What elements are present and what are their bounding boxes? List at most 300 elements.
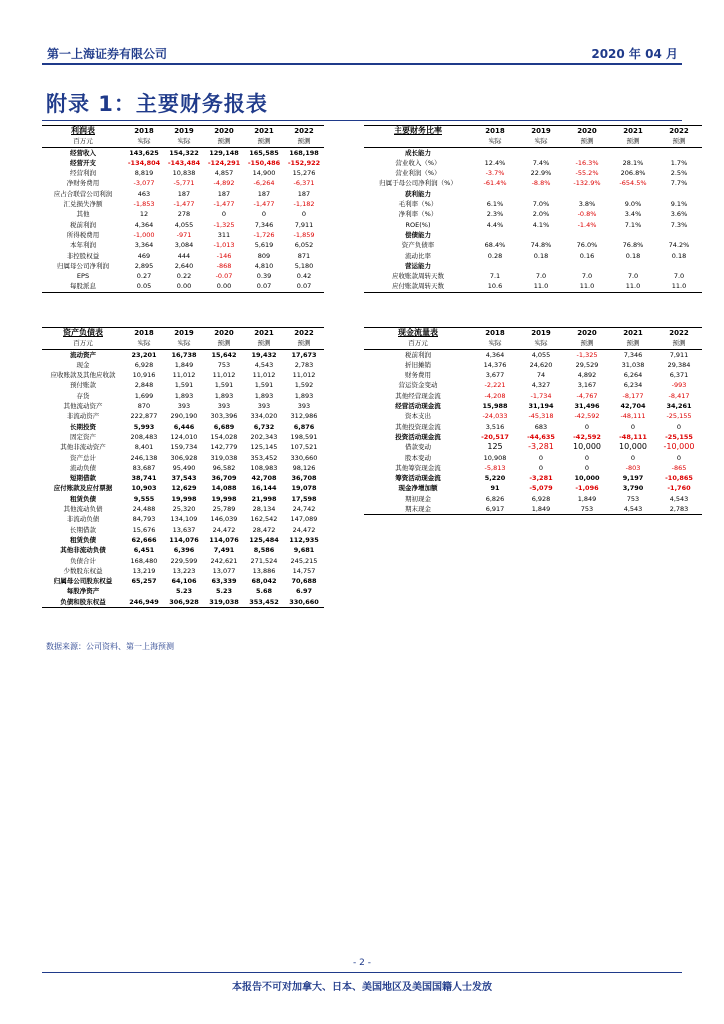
balance-cell: 28,472 [252, 525, 276, 534]
balance-row-label: 存货 [76, 391, 90, 400]
income-cell: -868 [216, 261, 232, 270]
balance-cell: 393 [297, 402, 311, 411]
distribution-disclaimer: 本报告不可对加拿大、日本、美国地区及美国国籍人士发放 [232, 982, 492, 993]
balance-cell: 142,779 [210, 443, 238, 452]
balance-cell: 319,038 [210, 453, 238, 462]
income-row [42, 251, 324, 261]
balance-cell: 95,490 [172, 463, 196, 472]
ratios-cell: 3.6% [670, 210, 688, 219]
balance-cell: 1,893 [254, 391, 274, 400]
cashflow-row-label: 其他筹资现金流 [395, 463, 441, 472]
cashflow-cell: -4,208 [484, 391, 506, 400]
ratios-year-2022: 2022 [656, 126, 702, 137]
ratios-header-row [364, 126, 702, 137]
page-number: - 2 - [353, 958, 371, 968]
balance-cell: 393 [257, 402, 271, 411]
cashflow-row-label: 现金净增加额 [398, 484, 438, 493]
cashflow-cell: 0 [630, 422, 636, 431]
cashflow-cell: -803 [625, 463, 641, 472]
income-unit: 百万元 [42, 136, 124, 147]
ratios-row-label: 净利率（%） [398, 210, 438, 219]
cashflow-cell: -42,592 [574, 412, 600, 421]
cashflow-row [364, 463, 702, 473]
balance-cell: 14,757 [292, 566, 316, 575]
ratios-row [364, 261, 702, 271]
cashflow-row-label: 筹资活动现金流 [395, 474, 441, 483]
balance-cell: 24,742 [292, 505, 316, 514]
ratios-cell: 74.8% [530, 241, 552, 250]
ratios-cell: 2.5% [670, 169, 688, 178]
balance-cell: 1,591 [174, 381, 194, 390]
income-unit-row [42, 136, 324, 147]
income-basis-2022: 预测 [284, 136, 324, 147]
income-year-2019: 2019 [164, 126, 204, 137]
cashflow-cell: -8,417 [668, 391, 690, 400]
balance-cell: 11,012 [172, 371, 196, 380]
ratios-cell [518, 261, 564, 271]
ratios-row [364, 199, 702, 209]
footer-divider [42, 972, 682, 973]
balance-cell: 303,396 [210, 412, 238, 421]
balance-year-2018: 2018 [124, 328, 164, 339]
cashflow-row-label: 投资活动现金流 [395, 432, 441, 441]
balance-cell: 5.23 [175, 587, 193, 596]
ratios-cell: 206.8% [620, 169, 646, 178]
balance-basis-2022: 预测 [284, 338, 324, 349]
balance-row [42, 360, 324, 370]
ratios-cell: 7.3% [670, 220, 688, 229]
cashflow-cell: 9,197 [622, 474, 644, 483]
income-cell: 0.05 [124, 281, 164, 292]
ratios-cell: -1.4% [577, 220, 597, 229]
income-cell: -6,371 [293, 179, 315, 188]
cashflow-basis-2021: 预测 [610, 338, 656, 349]
balance-cell: 62,666 [131, 535, 157, 544]
income-row-label: 税前利润 [70, 220, 96, 229]
income-cell: -124,291 [207, 158, 241, 167]
income-cell: 4,055 [174, 220, 194, 229]
cashflow-row-label: 其他经营现金流 [395, 391, 441, 400]
cashflow-cell: -993 [671, 381, 687, 390]
cashflow-cell: -5,813 [484, 463, 506, 472]
income-row [42, 220, 324, 230]
ratios-cell: -55.2% [575, 169, 599, 178]
income-row-label: 其他 [76, 210, 90, 219]
income-cell: 0.22 [176, 272, 192, 281]
income-cell: 7,346 [254, 220, 274, 229]
company-name: 第一上海证券有限公司 [47, 47, 168, 61]
income-cell: 3,084 [174, 241, 194, 250]
ratios-cell [656, 147, 702, 158]
ratios-cell: 74.2% [668, 241, 690, 250]
balance-cell: 198,591 [290, 432, 318, 441]
income-row [42, 271, 324, 281]
balance-cell: 9,555 [133, 494, 155, 503]
balance-cell: 68,042 [251, 577, 277, 586]
ratios-cell: 4.4% [486, 220, 504, 229]
income-cell: -5,771 [173, 179, 195, 188]
cashflow-cell: 6,264 [623, 371, 643, 380]
income-row [42, 147, 324, 158]
income-row [42, 178, 324, 188]
ratios-row-label: 营业收入（%） [395, 158, 441, 167]
cashflow-year-2018: 2018 [472, 328, 518, 339]
balance-cell: 114,076 [209, 535, 239, 544]
balance-cell: 10,916 [132, 371, 156, 380]
cashflow-year-2020: 2020 [564, 328, 610, 339]
income-cell: 0.07 [284, 281, 324, 292]
cashflow-cell: 7,911 [669, 350, 689, 359]
balance-row-label: 其他非流动资产 [60, 443, 106, 452]
cashflow-cell: 4,543 [610, 504, 656, 515]
balance-basis-2018: 实际 [124, 338, 164, 349]
balance-cell: 319,038 [204, 597, 244, 608]
balance-cell: 9,681 [293, 546, 315, 555]
balance-cell: 65,257 [131, 577, 157, 586]
income-cell: 6,052 [294, 241, 314, 250]
cashflow-cell: 3,167 [577, 381, 597, 390]
balance-cell: 1,591 [214, 381, 234, 390]
ratios-cell: -132.9% [573, 179, 601, 188]
cashflow-cell: 10,000 [574, 474, 600, 483]
balance-row [42, 453, 324, 463]
ratios-cell: 12.4% [484, 158, 506, 167]
balance-cell: 1,893 [174, 391, 194, 400]
balance-cell: 162,542 [250, 515, 278, 524]
income-row-label: 汇兑损失净额 [63, 200, 103, 209]
cashflow-cell: 125 [487, 442, 503, 452]
income-cell: 809 [257, 251, 271, 260]
cashflow-block [364, 327, 702, 515]
cashflow-basis-2020: 预测 [564, 338, 610, 349]
income-row-label: 经营利润 [70, 169, 96, 178]
cashflow-cell: 6,826 [485, 494, 505, 503]
balance-cell: 6,689 [213, 422, 235, 431]
ratios-row [364, 251, 702, 261]
balance-row-label: 少数股东权益 [63, 566, 103, 575]
cashflow-row-label: 期末现金 [364, 504, 472, 515]
balance-cell: 1,591 [254, 381, 274, 390]
balance-cell: 353,452 [250, 453, 278, 462]
income-cell: 0.27 [136, 272, 152, 281]
balance-cell: 6,446 [173, 422, 195, 431]
income-row [42, 189, 324, 199]
ratios-cell [564, 230, 610, 240]
ratios-cell: 3.4% [624, 210, 642, 219]
cashflow-header-row [364, 328, 702, 339]
ratios-cell: 0.18 [533, 251, 549, 260]
balance-cell: 330,660 [290, 453, 318, 462]
cashflow-cell: -3,281 [528, 442, 554, 452]
cashflow-cell: 0 [584, 422, 590, 431]
ratios-basis-2018: 实际 [472, 136, 518, 147]
income-cell: -1,853 [133, 200, 155, 209]
balance-cell: 6.97 [295, 587, 313, 596]
cashflow-cell: 4,543 [669, 494, 689, 503]
income-cell: 14,900 [252, 169, 276, 178]
ratios-row-label: 应收账款周转天数 [392, 272, 444, 281]
balance-cell: 6,732 [253, 422, 275, 431]
ratios-cell: 1.7% [670, 158, 688, 167]
balance-cell: 1,592 [294, 381, 314, 390]
ratios-cell: 11.0 [656, 281, 702, 292]
income-cell: 187 [217, 189, 231, 198]
balance-cell: 19,998 [211, 494, 237, 503]
income-cell: 4,810 [254, 261, 274, 270]
cashflow-cell: 42,704 [620, 402, 646, 411]
cashflow-cell: -45,318 [528, 412, 554, 421]
income-row [42, 281, 324, 292]
ratios-cell: 7.0 [581, 272, 593, 281]
income-year-2022: 2022 [284, 126, 324, 137]
income-cell: -146 [216, 251, 232, 260]
balance-cell: 306,928 [170, 453, 198, 462]
ratios-row [364, 220, 702, 230]
balance-cell: 202,343 [250, 432, 278, 441]
balance-cell: 312,986 [290, 412, 318, 421]
balance-row-label: 短期借款 [70, 474, 96, 483]
balance-cell: 5.23 [215, 587, 233, 596]
cashflow-cell: -1,325 [576, 350, 598, 359]
income-basis-2019: 实际 [164, 136, 204, 147]
balance-cell: 1,893 [294, 391, 314, 400]
balance-cell: 6,928 [134, 360, 154, 369]
cashflow-cell: 10,000 [619, 442, 647, 452]
cashflow-cell: 34,261 [666, 402, 692, 411]
balance-row [42, 391, 324, 401]
balance-basis-2020: 预测 [204, 338, 244, 349]
income-cell: 187 [177, 189, 191, 198]
ratios-year-2020: 2020 [564, 126, 610, 137]
ratios-row [364, 189, 702, 199]
ratios-basis-2022: 预测 [656, 136, 702, 147]
cashflow-cell: 74 [536, 371, 546, 380]
balance-cell: 70,688 [291, 577, 317, 586]
income-statement-table [42, 125, 324, 293]
ratios-row-label: 流动比率 [405, 251, 431, 260]
balance-cell: 242,621 [210, 556, 238, 565]
balance-cell: 271,524 [250, 556, 278, 565]
cashflow-cell: -20,517 [481, 432, 509, 441]
ratios-cell: 76.8% [622, 241, 644, 250]
balance-cell: 306,928 [164, 597, 204, 608]
ratios-row-label: 成长能力 [405, 148, 431, 157]
cashflow-cell: 31,496 [574, 402, 600, 411]
cashflow-row [364, 411, 702, 421]
cashflow-row-label: 折旧摊销 [405, 360, 431, 369]
balance-row [42, 411, 324, 421]
ratios-year-2019: 2019 [518, 126, 564, 137]
balance-row [42, 432, 324, 442]
income-cell: 0.42 [296, 272, 312, 281]
balance-cell [124, 586, 164, 596]
cashflow-cell: -1,734 [530, 391, 552, 400]
cashflow-cell: 31,038 [621, 360, 645, 369]
income-cell: 3,364 [134, 241, 154, 250]
cashflow-cell: 24,620 [529, 360, 553, 369]
cashflow-cell: 1,849 [577, 494, 597, 503]
income-year-2021: 2021 [244, 126, 284, 137]
balance-title: 资产负债表 [42, 328, 124, 339]
cashflow-unit-row [364, 338, 702, 349]
balance-cell: 229,599 [170, 556, 198, 565]
ratios-cell: 28.1% [622, 158, 644, 167]
cashflow-cell: -3,281 [529, 474, 553, 483]
cashflow-cell: 0 [538, 463, 544, 472]
balance-cell: 168,480 [130, 556, 158, 565]
ratios-cell [656, 189, 702, 199]
balance-cell: 24,488 [132, 505, 156, 514]
balance-cell: 98,126 [292, 463, 316, 472]
balance-cell: 10,903 [131, 484, 157, 493]
ratios-cell: 7.0 [673, 272, 685, 281]
income-cell: -143,484 [167, 158, 201, 167]
balance-cell: 16,144 [251, 484, 277, 493]
balance-cell: 15,642 [211, 350, 237, 359]
income-row [42, 199, 324, 209]
balance-cell: 6,451 [133, 546, 155, 555]
balance-row [42, 401, 324, 411]
income-cell: -1,859 [293, 230, 315, 239]
balance-cell: 134,109 [170, 515, 198, 524]
balance-cell: 5,993 [133, 422, 155, 431]
cashflow-cell: 3,677 [485, 371, 505, 380]
cashflow-cell: -10,000 [663, 442, 695, 452]
page-title: 附录 1：主要财务报表 [46, 92, 268, 116]
cashflow-cell: 6,917 [472, 504, 518, 515]
income-cell: 12 [139, 210, 149, 219]
ratios-cell: -0.8% [577, 210, 597, 219]
title-divider [42, 120, 682, 121]
income-year-2020: 2020 [204, 126, 244, 137]
balance-cell: 37,543 [171, 474, 197, 483]
balance-cell: 245,215 [290, 556, 318, 565]
ratios-cell: 22.9% [530, 169, 552, 178]
income-row [42, 261, 324, 271]
balance-cell: 208,483 [130, 432, 158, 441]
balance-cell: 147,089 [290, 515, 318, 524]
balance-row-label: 资产总计 [70, 453, 96, 462]
income-cell: 0 [301, 210, 307, 219]
ratios-row [364, 240, 702, 250]
cashflow-cell: 14,376 [483, 360, 507, 369]
balance-cell: 13,077 [212, 566, 236, 575]
ratios-cell [564, 189, 610, 199]
cashflow-year-2021: 2021 [610, 328, 656, 339]
cashflow-cell: -24,033 [482, 412, 508, 421]
ratios-block [364, 125, 702, 293]
income-cell: 165,585 [249, 148, 279, 157]
cashflow-row-label: 资本支出 [405, 412, 431, 421]
cashflow-row [364, 380, 702, 390]
income-row-label: 每股派息 [42, 281, 124, 292]
ratios-cell: 7.7% [670, 179, 688, 188]
ratios-year-2018: 2018 [472, 126, 518, 137]
balance-row [42, 576, 324, 586]
income-row [42, 209, 324, 219]
income-row-label: 经营开支 [70, 158, 96, 167]
income-title: 利润表 [42, 126, 124, 137]
income-cell: -1,000 [133, 230, 155, 239]
cashflow-row-label: 财务费用 [405, 371, 431, 380]
income-cell: 0 [261, 210, 267, 219]
balance-cell: 17,673 [291, 350, 317, 359]
balance-cell: 5.68 [255, 587, 273, 596]
ratios-cell [656, 230, 702, 240]
balance-cell: 38,741 [131, 474, 157, 483]
income-cell: -1,013 [213, 241, 235, 250]
cashflow-cell: -44,635 [527, 432, 555, 441]
cashflow-cell: 7,346 [623, 350, 643, 359]
balance-cell: 11,012 [252, 371, 276, 380]
ratios-row-label: 归属于母公司净利润（%） [379, 179, 457, 188]
balance-cell: 146,039 [210, 515, 238, 524]
ratios-cell: 0.18 [671, 251, 687, 260]
cashflow-cell: 3,790 [622, 484, 644, 493]
balance-cell: 13,219 [132, 566, 156, 575]
cashflow-basis-2022: 预测 [656, 338, 702, 349]
ratios-row [364, 147, 702, 158]
income-cell: -1,325 [213, 220, 235, 229]
balance-cell: 16,738 [171, 350, 197, 359]
balance-row-label: 租赁负债 [70, 494, 96, 503]
income-cell: -0.07 [215, 272, 233, 281]
balance-row-label: 现金 [76, 360, 90, 369]
cashflow-basis-2019: 实际 [518, 338, 564, 349]
ratios-row-label: 偿债能力 [405, 230, 431, 239]
cashflow-cell: 4,892 [577, 371, 597, 380]
balance-row [42, 380, 324, 390]
balance-year-2021: 2021 [244, 328, 284, 339]
cashflow-cell: -5,079 [529, 484, 553, 493]
income-cell: 4,857 [214, 169, 234, 178]
income-row [42, 158, 324, 168]
ratios-unit [364, 136, 472, 147]
cashflow-row [364, 370, 702, 380]
ratios-row-label: 资产负债率 [401, 241, 435, 250]
ratios-basis-2021: 预测 [610, 136, 656, 147]
cashflow-row [364, 442, 702, 452]
cashflow-title: 现金流量表 [364, 328, 472, 339]
balance-row [42, 514, 324, 524]
balance-year-2020: 2020 [204, 328, 244, 339]
income-cell: 0.07 [244, 281, 284, 292]
cashflow-cell: 0 [676, 422, 682, 431]
income-cell: 8,819 [134, 169, 154, 178]
cashflow-cell: -8,177 [622, 391, 644, 400]
ratios-row [364, 168, 702, 178]
balance-row [42, 535, 324, 545]
cashflow-cell: 2,783 [656, 504, 702, 515]
balance-year-2022: 2022 [284, 328, 324, 339]
ratios-cell: -61.4% [483, 179, 507, 188]
ratios-row-label: 毛利率（%） [398, 200, 438, 209]
cashflow-cell: -10,865 [665, 474, 693, 483]
income-cell: 187 [257, 189, 271, 198]
income-cell: -1,477 [213, 200, 235, 209]
balance-cell: 84,793 [132, 515, 156, 524]
ratios-cell: 0.16 [579, 251, 595, 260]
balance-row-label: 归属母公司股东权益 [53, 577, 113, 586]
cashflow-cell: 91 [490, 484, 500, 493]
cashflow-cell: 0 [630, 453, 636, 462]
income-cell: 2,640 [174, 261, 194, 270]
balance-cell: 330,660 [284, 597, 324, 608]
ratios-cell: 6.1% [486, 200, 504, 209]
balance-cell: 124,010 [170, 432, 198, 441]
ratios-cell: -8.8% [531, 179, 551, 188]
balance-row [42, 586, 324, 596]
